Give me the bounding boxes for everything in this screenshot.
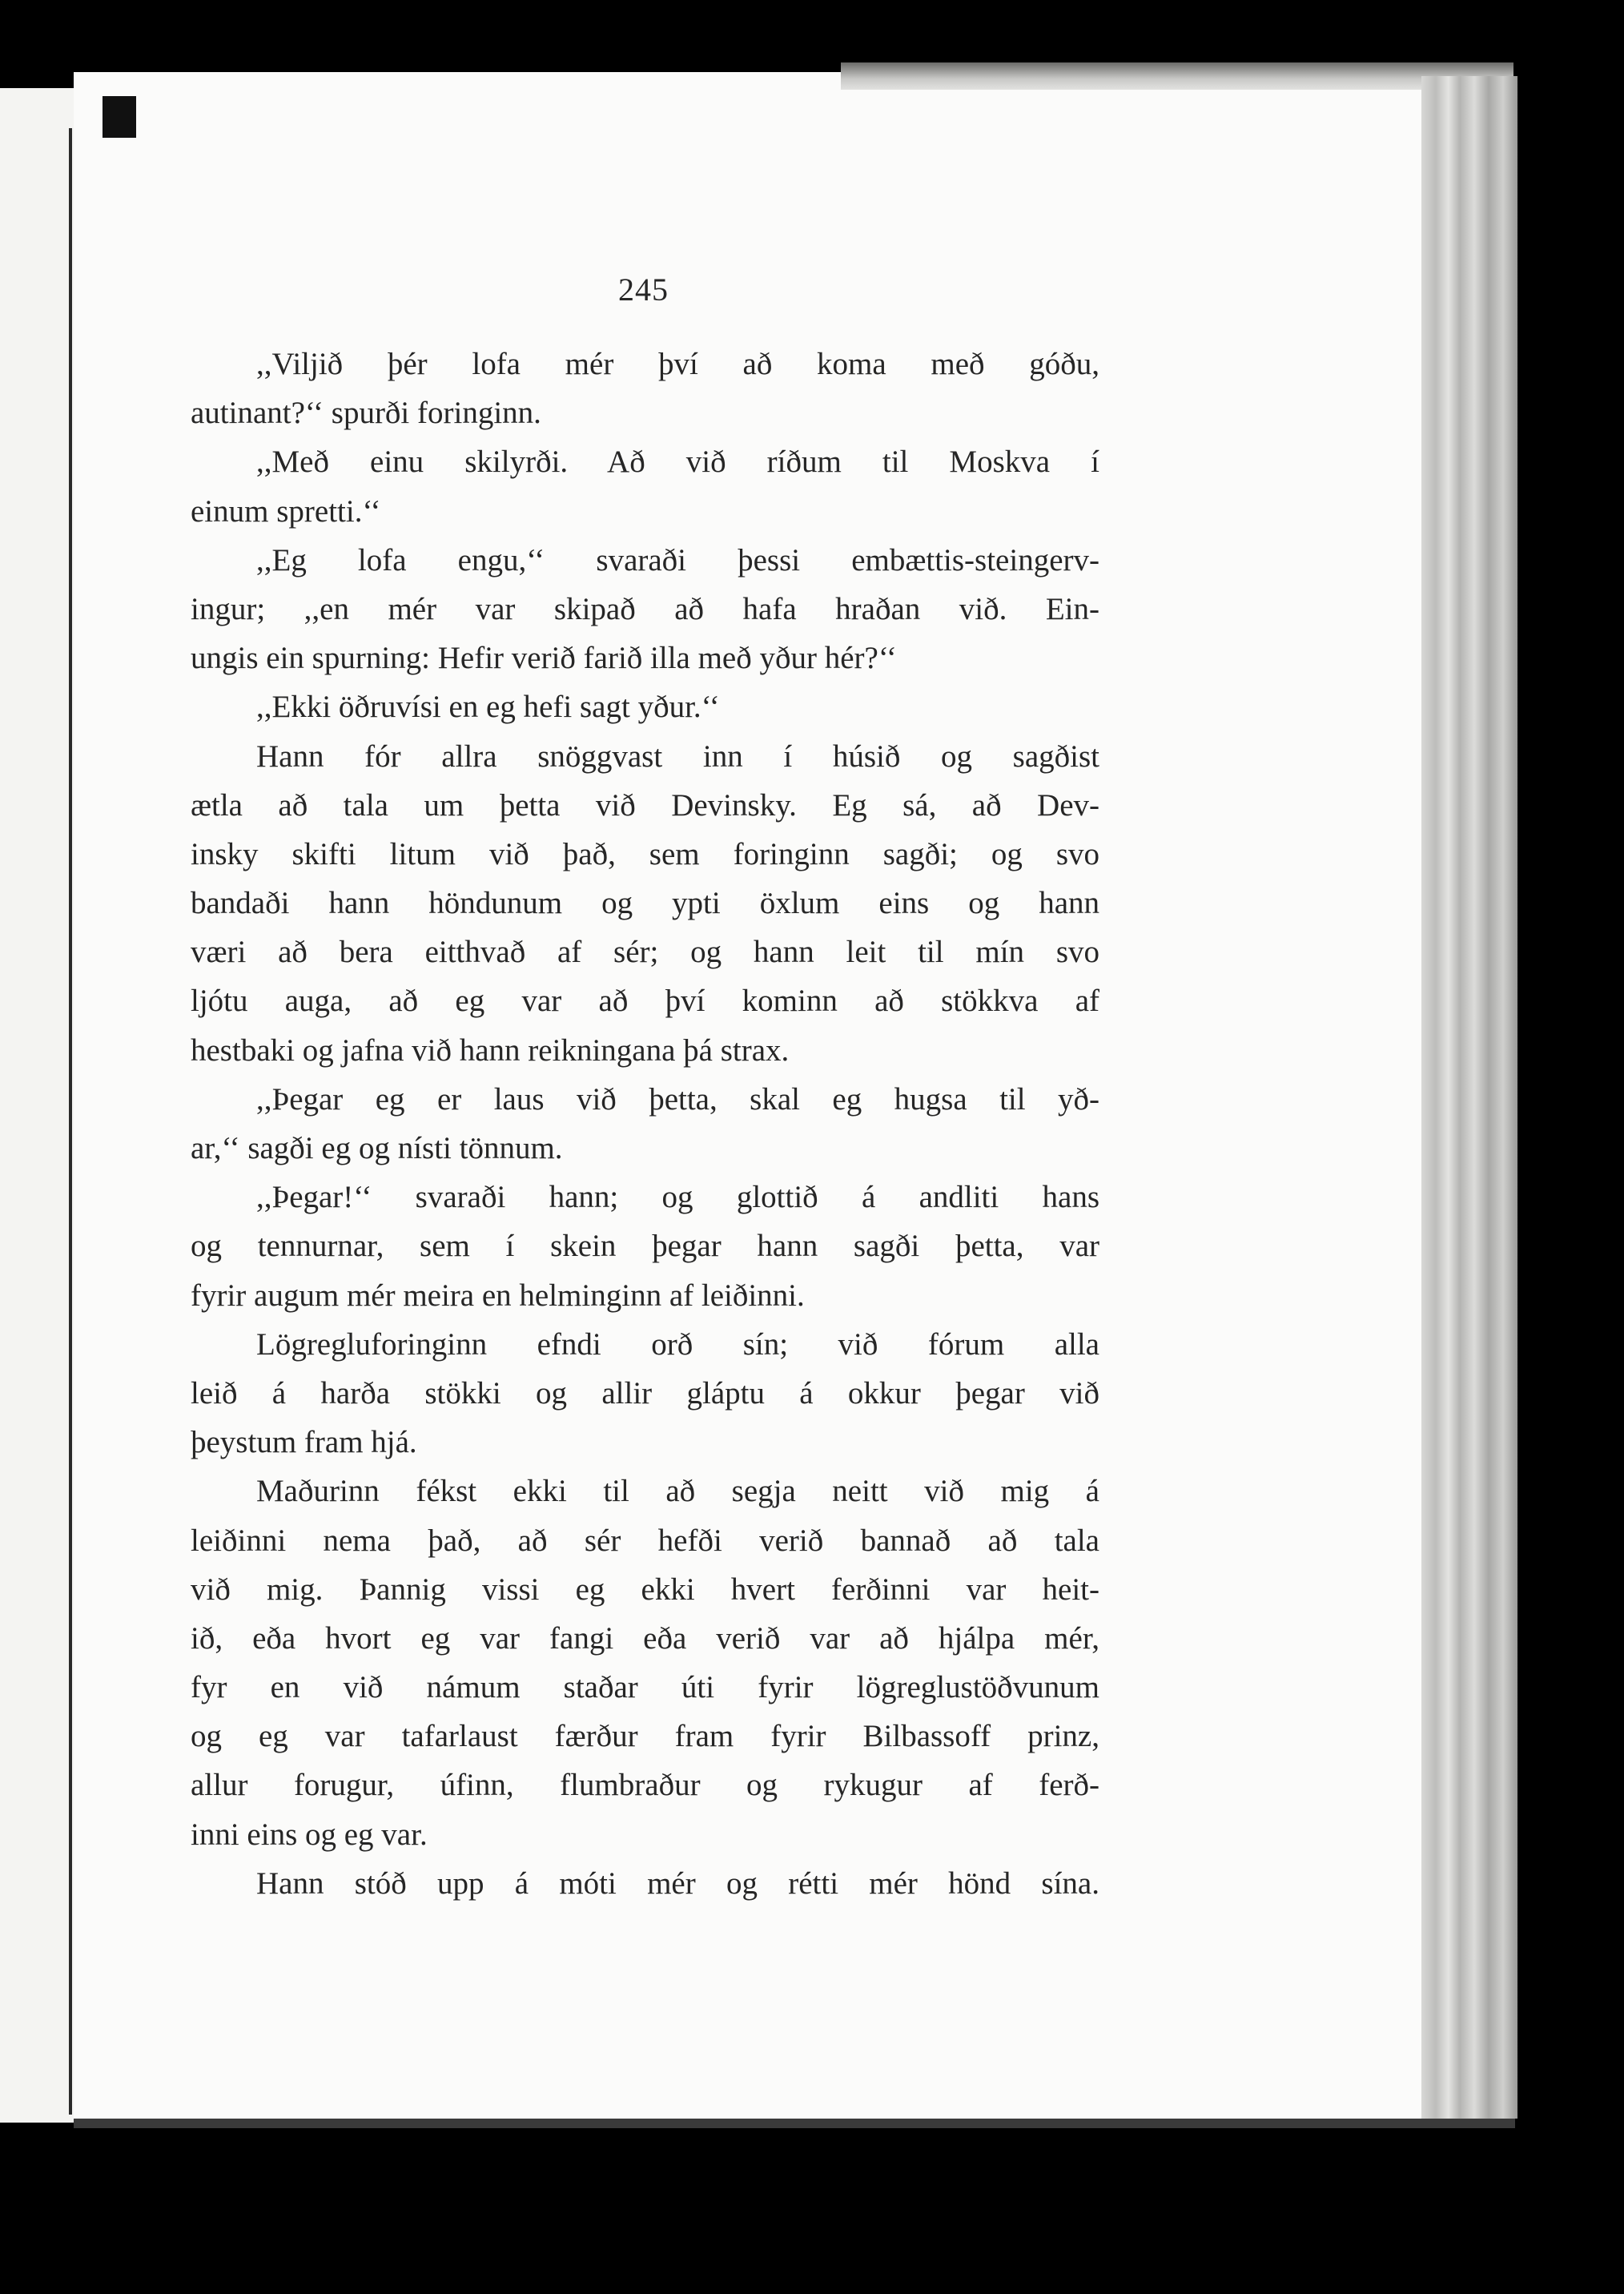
text-line: ,,Þegar!‘‘ svaraði hann; og glottið á andliti hans xyxy=(256,1180,1099,1215)
text-line: og eg var tafarlaust færður fram fyrir Bilbassoff prinz, xyxy=(191,1719,1099,1754)
page-stack-top-edge xyxy=(841,62,1513,90)
text-line: inni eins og eg var. xyxy=(191,1817,428,1852)
text-line: ætla að tala um þetta við Devinsky. Eg sá, að Dev- xyxy=(191,787,1099,823)
text-line: insky skifti litum við það, sem foringinn sagði; og svo xyxy=(191,836,1099,871)
text-line: fyrir augum mér meira en helminginn af leiðinni. xyxy=(191,1278,805,1313)
text-line: ið, eða hvort eg var fangi eða verið var að hjálpa mér, xyxy=(191,1620,1099,1656)
text-line: ,,Eg lofa engu,‘‘ svaraði þessi embættis-steingerv- xyxy=(256,542,1099,578)
text-line: ungis ein spurning: Hefir verið farið illa með yður hér?‘‘ xyxy=(191,641,897,676)
text-line: leiðinni nema það, að sér hefði verið bannað að tala xyxy=(191,1523,1099,1558)
text-line: ar,‘‘ sagði eg og nísti tönnum. xyxy=(191,1131,563,1165)
text-line: ,,Ekki öðruvísi en eg hefi sagt yður.‘‘ xyxy=(256,690,720,725)
page-bottom-shadow xyxy=(74,2119,1515,2128)
left-page-edge xyxy=(69,128,72,2115)
text-line: Lögregluforinginn efndi orð sín; við fórum alla xyxy=(256,1326,1099,1362)
text-line: og tennurnar, sem í skein þegar hann sagði þetta, var xyxy=(191,1229,1099,1264)
page-number: 245 xyxy=(618,272,669,308)
text-line: Maðurinn fékst ekki til að segja neitt við mig á xyxy=(256,1474,1099,1509)
binding-tab-mark xyxy=(103,96,136,138)
left-page-sliver xyxy=(0,88,80,2123)
body-text xyxy=(191,340,1099,1908)
text-line: allur forugur, úfinn, flumbraður og rykugur af ferð- xyxy=(191,1768,1099,1803)
text-line: leið á harða stökki og allir gláptu á okkur þegar við xyxy=(191,1375,1099,1411)
text-line: ljótu auga, að eg var að því kominn að stökkva af xyxy=(191,984,1099,1019)
text-line: autinant?‘‘ spurði foringinn. xyxy=(191,396,541,431)
text-line: væri að bera eitthvað af sér; og hann leit til mín svo xyxy=(191,935,1099,970)
page-stack-edge xyxy=(1421,76,1517,2119)
text-line: ingur; ,,en mér var skipað að hafa hraðan við. Ein- xyxy=(191,591,1099,626)
text-line: fyr en við námum staðar úti fyrir lögreglustöðvunum xyxy=(191,1670,1099,1705)
text-line: Hann stóð upp á móti mér og rétti mér hönd sína. xyxy=(256,1865,1099,1901)
text-line: við mig. Þannig vissi eg ekki hvert ferðinni var heit- xyxy=(191,1572,1099,1607)
text-line: einum spretti.‘‘ xyxy=(191,493,381,529)
text-line: ,,Með einu skilyrði. Að við ríðum til Moskva í xyxy=(256,445,1099,480)
text-line: bandaði hann höndunum og ypti öxlum eins og hann xyxy=(191,886,1099,921)
text-line: ,,Þegar eg er laus við þetta, skal eg hugsa til yð- xyxy=(256,1081,1099,1117)
text-line: þeystum fram hjá. xyxy=(191,1425,417,1460)
text-line: Hann fór allra snöggvast inn í húsið og sagðist xyxy=(256,739,1099,774)
text-line: hestbaki og jafna við hann reikningana þá strax. xyxy=(191,1032,790,1068)
text-line: ,,Viljið þér lofa mér því að koma með góðu, xyxy=(256,347,1099,381)
